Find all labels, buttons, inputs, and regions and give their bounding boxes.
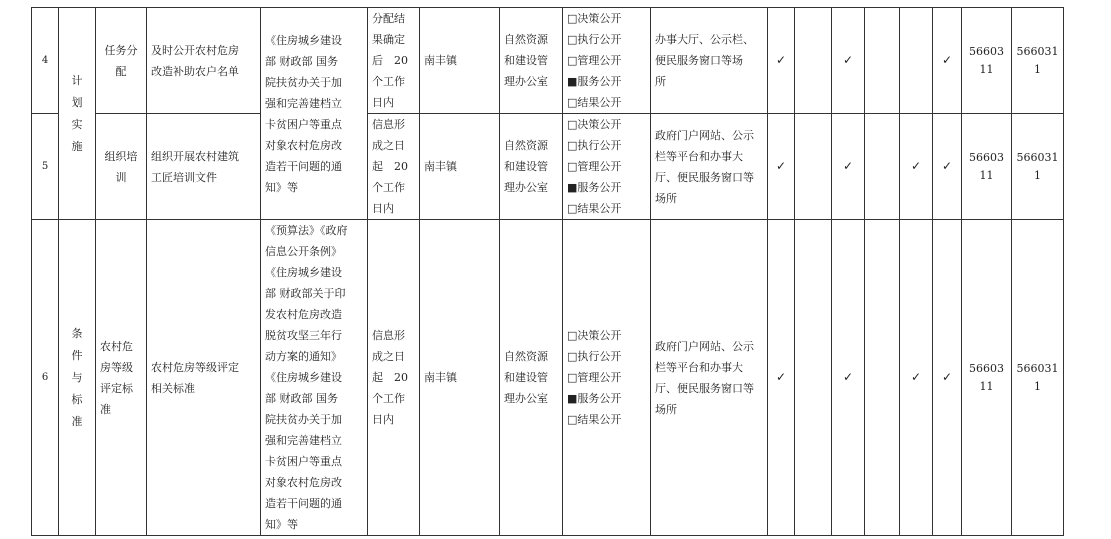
check-mark	[865, 220, 900, 536]
check-mark: ✓	[900, 220, 933, 536]
code-cell: 566031 1	[1012, 8, 1064, 114]
publicity-type-cell: □决策公开 □执行公开 □管理公开 ■服务公开 □结果公开	[563, 8, 651, 114]
row-number: 4	[32, 8, 59, 114]
category-cell: 条 件 与 标 准	[59, 220, 96, 536]
code-cell: 56603 11	[962, 114, 1012, 220]
check-mark: ✓	[933, 8, 962, 114]
code-cell: 566031 1	[1012, 114, 1064, 220]
check-mark: ✓	[832, 114, 865, 220]
basis-cell: 《预算法》《政府 信息公开条例》 《住房城乡建设 部 财政部关于印 发农村危房改造 脱贫攻坚三年行 动方案的通知》 《住房城乡建设 部 财政部 国务 院扶贫办关于加 强和完善建档立 卡贫困户等重点 对象农村危房改 造若干问题的通 知》等	[261, 220, 368, 536]
channel-cell: 办事大厅、公示栏、 便民服务窗口等场 所	[651, 8, 768, 114]
publicity-type-cell: □决策公开 □执行公开 □管理公开 ■服务公开 □结果公开	[563, 114, 651, 220]
check-mark: ✓	[900, 114, 933, 220]
table-row	[32, 220, 1064, 536]
check-mark	[865, 8, 900, 114]
item-cell: 农村危 房等级 评定标 准	[96, 220, 147, 536]
department-cell: 自然资源 和建设管 理办公室	[500, 8, 563, 114]
check-mark	[865, 114, 900, 220]
category-cell: 计 划 实 施	[59, 8, 96, 220]
content-cell: 及时公开农村危房 改造补助农户名单	[147, 8, 261, 114]
check-mark: ✓	[832, 220, 865, 536]
check-mark: ✓	[933, 114, 962, 220]
content-cell: 组织开展农村建筑 工匠培训文件	[147, 114, 261, 220]
channel-cell: 政府门户网站、公示 栏等平台和办事大 厅、便民服务窗口等 场所	[651, 220, 768, 536]
check-mark	[795, 220, 832, 536]
time-limit-cell: 信息形 成之日 起 20 个工作 日内	[368, 220, 420, 536]
channel-cell: 政府门户网站、公示 栏等平台和办事大 厅、便民服务窗口等 场所	[651, 114, 768, 220]
department-cell: 自然资源 和建设管 理办公室	[500, 114, 563, 220]
content-cell: 农村危房等级评定 相关标准	[147, 220, 261, 536]
check-mark: ✓	[933, 220, 962, 536]
row-number: 5	[32, 114, 59, 220]
code-cell: 566031 1	[1012, 220, 1064, 536]
check-mark: ✓	[768, 114, 795, 220]
time-limit-cell: 分配结 果确定 后 20 个工作 日内	[368, 8, 420, 114]
table-row	[32, 8, 1064, 114]
code-cell: 56603 11	[962, 8, 1012, 114]
check-mark	[795, 8, 832, 114]
row-number: 6	[32, 220, 59, 536]
check-mark: ✓	[832, 8, 865, 114]
table-row	[32, 114, 1064, 220]
code-cell: 56603 11	[962, 220, 1012, 536]
check-mark	[795, 114, 832, 220]
time-limit-cell: 信息形 成之日 起 20 个工作 日内	[368, 114, 420, 220]
publicity-type-cell: □决策公开 □执行公开 □管理公开 ■服务公开 □结果公开	[563, 220, 651, 536]
check-mark: ✓	[768, 8, 795, 114]
department-cell: 自然资源 和建设管 理办公室	[500, 220, 563, 536]
basis-cell: 《住房城乡建设 部 财政部 国务 院扶贫办关于加 强和完善建档立 卡贫困户等重点 对象农村危房改 造若干问题的通 知》等	[261, 8, 368, 220]
town-cell: 南丰镇	[420, 220, 500, 536]
town-cell: 南丰镇	[420, 8, 500, 114]
item-cell: 任务分 配	[96, 8, 147, 114]
town-cell: 南丰镇	[420, 114, 500, 220]
check-mark	[900, 8, 933, 114]
item-cell: 组织培 训	[96, 114, 147, 220]
check-mark: ✓	[768, 220, 795, 536]
disclosure-table	[31, 7, 1064, 536]
